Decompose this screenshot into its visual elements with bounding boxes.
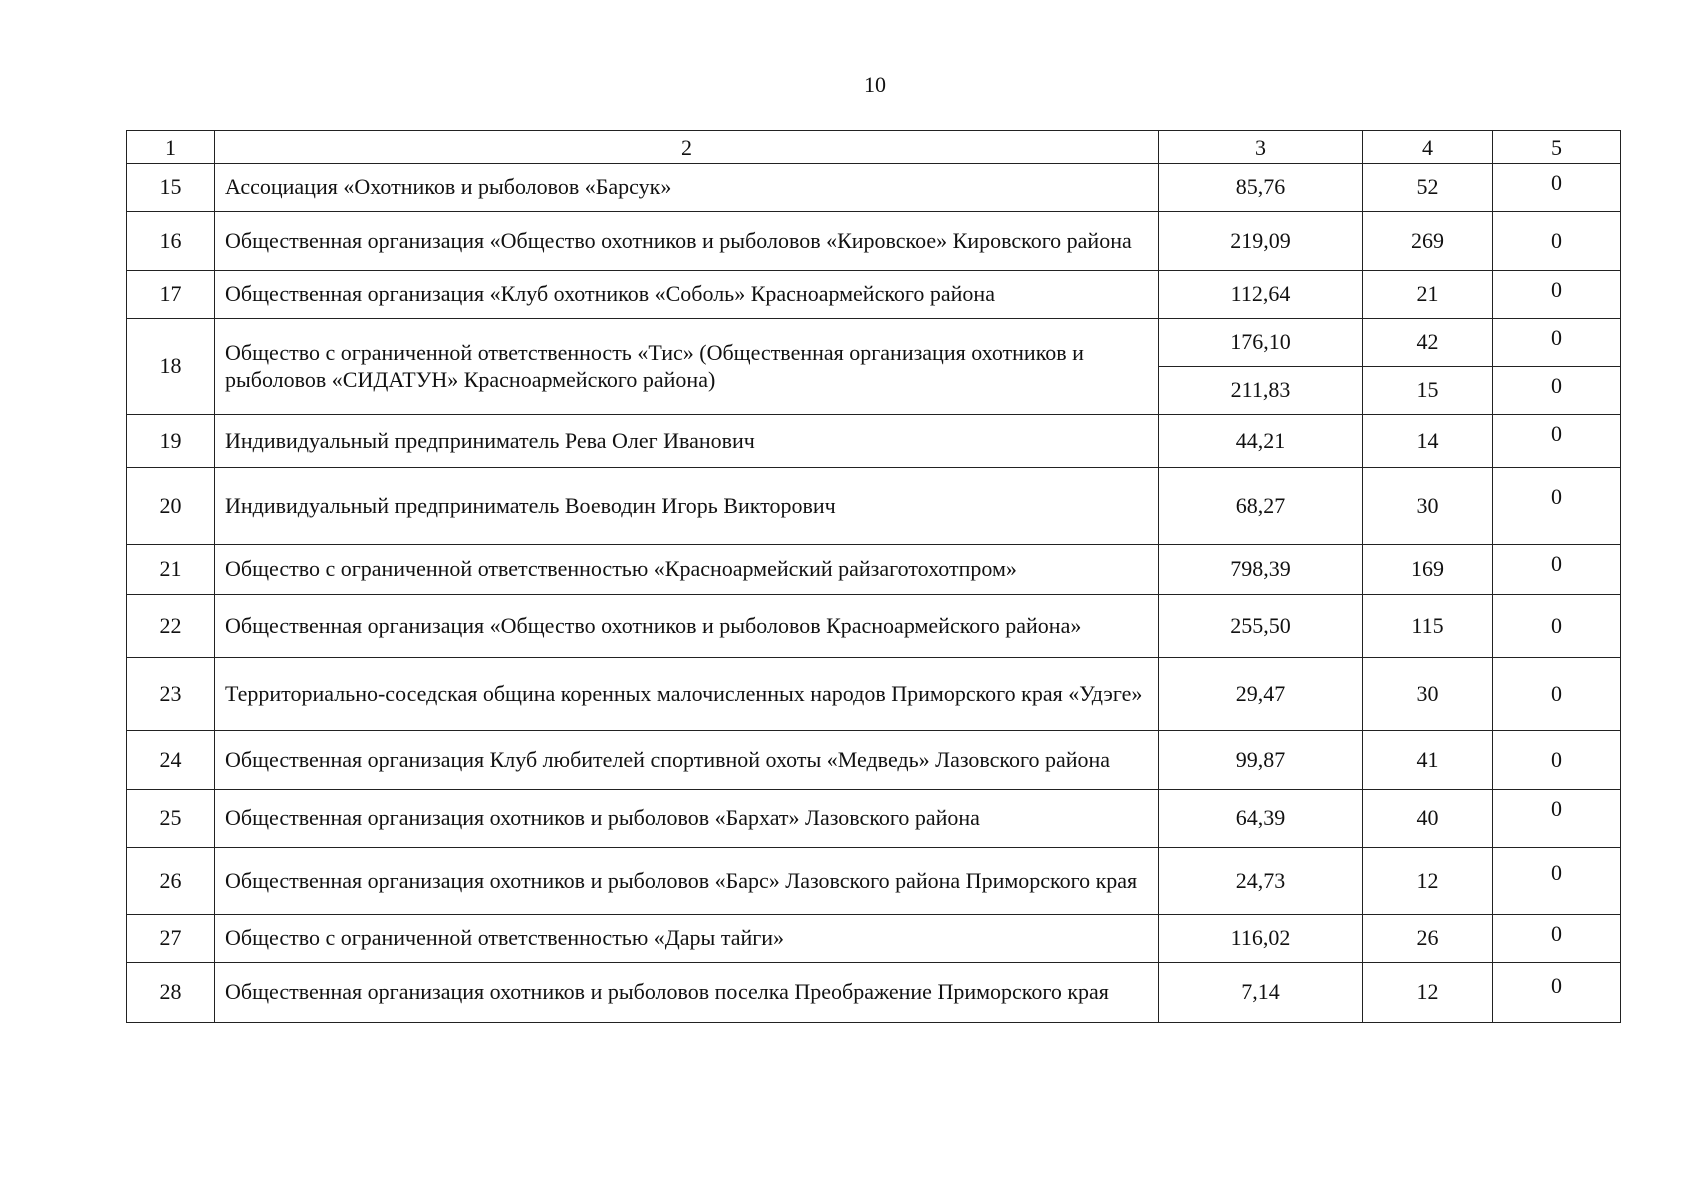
- column-header: 1: [127, 131, 215, 164]
- row-number: 17: [127, 271, 215, 319]
- page-number: 10: [864, 72, 886, 97]
- area-value: 85,76: [1159, 164, 1363, 212]
- row-number: 19: [127, 415, 215, 468]
- organization-name: Общественная организация «Общество охотников и рыболовов «Кировское» Кировского района: [215, 212, 1159, 271]
- table-row: [127, 415, 1621, 468]
- zero-value: 0: [1493, 367, 1621, 415]
- organization-name: Общественная организация «Общество охотников и рыболовов Красноармейского района»: [215, 595, 1159, 658]
- row-number: 25: [127, 790, 215, 848]
- organization-name: Общественная организация охотников и рыболовов «Бархат» Лазовского района: [215, 790, 1159, 848]
- table-row: [127, 319, 1621, 367]
- table-row: [127, 848, 1621, 915]
- area-value: 112,64: [1159, 271, 1363, 319]
- column-header: 4: [1363, 131, 1493, 164]
- area-value: 211,83: [1159, 367, 1363, 415]
- zero-value: 0: [1493, 164, 1621, 212]
- table-row: [127, 790, 1621, 848]
- area-value: 44,21: [1159, 415, 1363, 468]
- count-value: 115: [1363, 595, 1493, 658]
- area-value: 255,50: [1159, 595, 1363, 658]
- zero-value: 0: [1493, 848, 1621, 915]
- table-row: [127, 595, 1621, 658]
- row-number: 24: [127, 731, 215, 790]
- organization-name: Территориально-соседская община коренных малочисленных народов Приморского края «Удэге»: [215, 658, 1159, 731]
- column-header: 5: [1493, 131, 1621, 164]
- organization-name: Индивидуальный предприниматель Воеводин Игорь Викторович: [215, 468, 1159, 545]
- area-value: 176,10: [1159, 319, 1363, 367]
- count-value: 42: [1363, 319, 1493, 367]
- count-value: 26: [1363, 915, 1493, 963]
- zero-value: 0: [1493, 790, 1621, 848]
- row-number: 23: [127, 658, 215, 731]
- area-value: 64,39: [1159, 790, 1363, 848]
- organization-name: Общественная организация охотников и рыболовов поселка Преображение Приморского края: [215, 963, 1159, 1023]
- zero-value: 0: [1493, 319, 1621, 367]
- column-header: 2: [215, 131, 1159, 164]
- row-number: 22: [127, 595, 215, 658]
- table-row: [127, 271, 1621, 319]
- count-value: 21: [1363, 271, 1493, 319]
- column-header: 3: [1159, 131, 1363, 164]
- area-value: 219,09: [1159, 212, 1363, 271]
- zero-value: 0: [1493, 963, 1621, 1023]
- row-number: 16: [127, 212, 215, 271]
- row-number: 18: [127, 319, 215, 415]
- area-value: 116,02: [1159, 915, 1363, 963]
- table-row: [127, 545, 1621, 595]
- count-value: 14: [1363, 415, 1493, 468]
- row-number: 26: [127, 848, 215, 915]
- zero-value: 0: [1493, 658, 1621, 731]
- zero-value: 0: [1493, 468, 1621, 545]
- row-number: 28: [127, 963, 215, 1023]
- zero-value: 0: [1493, 595, 1621, 658]
- count-value: 269: [1363, 212, 1493, 271]
- area-value: 29,47: [1159, 658, 1363, 731]
- area-value: 798,39: [1159, 545, 1363, 595]
- row-number: 21: [127, 545, 215, 595]
- organization-name: Индивидуальный предприниматель Рева Олег Иванович: [215, 415, 1159, 468]
- count-value: 12: [1363, 963, 1493, 1023]
- table-header-row: [127, 131, 1621, 164]
- organization-name: Общество с ограниченной ответственностью «Дары тайги»: [215, 915, 1159, 963]
- count-value: 52: [1363, 164, 1493, 212]
- table-row: [127, 468, 1621, 545]
- organization-name: Общество с ограниченной ответственность «Тис» (Общественная организация охотников и рыболовов «СИДАТУН» Красноармейского района): [215, 319, 1159, 415]
- zero-value: 0: [1493, 731, 1621, 790]
- zero-value: 0: [1493, 415, 1621, 468]
- table-row: [127, 164, 1621, 212]
- table-row: [127, 915, 1621, 963]
- table-row: [127, 731, 1621, 790]
- organization-name: Общество с ограниченной ответственностью «Красноармейский райзаготохотпром»: [215, 545, 1159, 595]
- row-number: 20: [127, 468, 215, 545]
- zero-value: 0: [1493, 271, 1621, 319]
- area-value: 68,27: [1159, 468, 1363, 545]
- count-value: 30: [1363, 468, 1493, 545]
- count-value: 15: [1363, 367, 1493, 415]
- organization-name: Общественная организация охотников и рыболовов «Барс» Лазовского района Приморского края: [215, 848, 1159, 915]
- zero-value: 0: [1493, 545, 1621, 595]
- table-row: [127, 658, 1621, 731]
- row-number: 15: [127, 164, 215, 212]
- table-row: [127, 212, 1621, 271]
- count-value: 30: [1363, 658, 1493, 731]
- area-value: 99,87: [1159, 731, 1363, 790]
- area-value: 24,73: [1159, 848, 1363, 915]
- organization-name: Общественная организация «Клуб охотников «Соболь» Красноармейского района: [215, 271, 1159, 319]
- zero-value: 0: [1493, 212, 1621, 271]
- area-value: 7,14: [1159, 963, 1363, 1023]
- zero-value: 0: [1493, 915, 1621, 963]
- count-value: 169: [1363, 545, 1493, 595]
- count-value: 41: [1363, 731, 1493, 790]
- data-table: [126, 130, 1621, 1023]
- count-value: 12: [1363, 848, 1493, 915]
- count-value: 40: [1363, 790, 1493, 848]
- table-row: [127, 963, 1621, 1023]
- organization-name: Общественная организация Клуб любителей спортивной охоты «Медведь» Лазовского района: [215, 731, 1159, 790]
- organization-name: Ассоциация «Охотников и рыболовов «Барсук»: [215, 164, 1159, 212]
- row-number: 27: [127, 915, 215, 963]
